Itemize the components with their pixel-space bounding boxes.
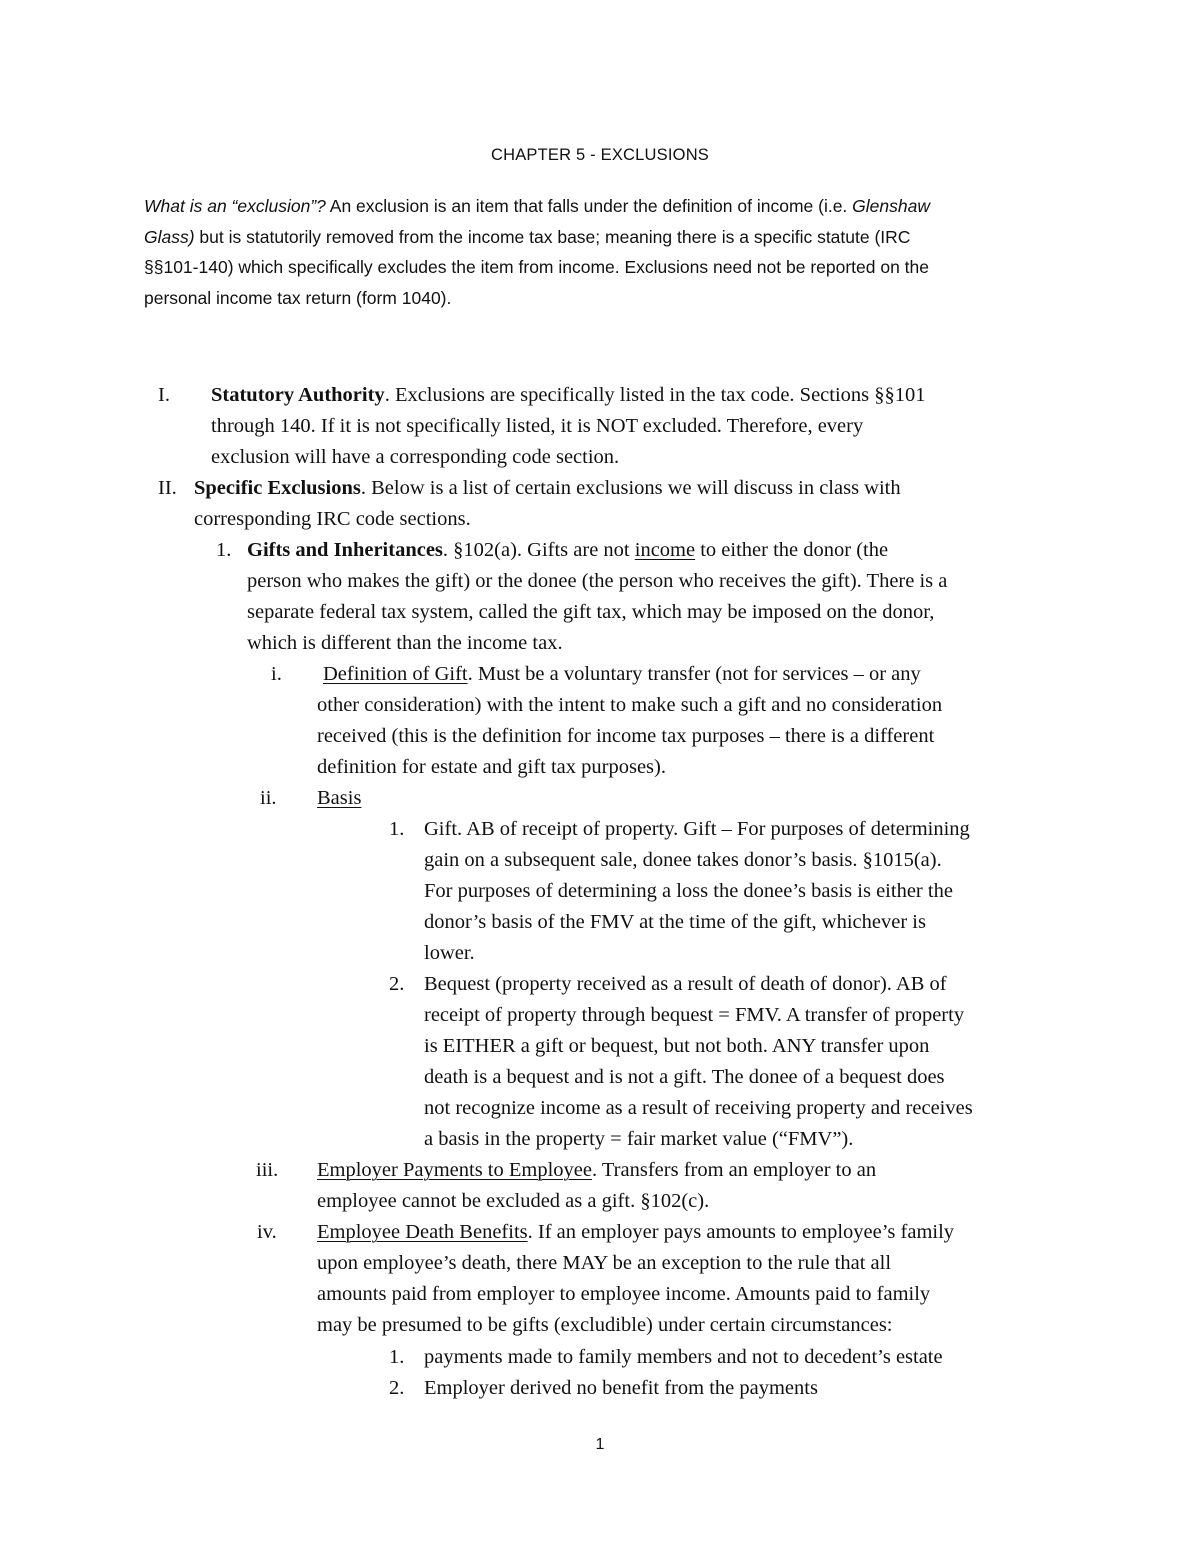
section-heading: Specific Exclusions xyxy=(194,477,361,499)
section2-line-2: corresponding IRC code sections. xyxy=(194,508,471,530)
section1-line-1: Statutory Authority. Exclusions are specifically listed in the tax code. Sections §§101 xyxy=(211,384,926,406)
item1-line-3: separate federal tax system, called the gift tax, which may be imposed on the donor, xyxy=(247,601,935,623)
basis-1-line-3: For purposes of determining a loss the donee’s basis is either the xyxy=(424,880,953,902)
sub-i-line-4: definition for estate and gift tax purposes). xyxy=(317,756,666,778)
section-heading: Statutory Authority xyxy=(211,384,385,406)
section-marker: I. xyxy=(158,384,170,406)
basis-2-line-3: is EITHER a gift or bequest, but not both. ANY transfer upon xyxy=(424,1035,930,1057)
item1-line-4: which is different than the income tax. xyxy=(247,632,563,654)
basis-2-line-1: Bequest (property received as a result of death of donor). AB of xyxy=(424,973,947,995)
subitem-marker: iii. xyxy=(256,1159,279,1181)
subitem-heading: Employer Payments to Employee xyxy=(317,1159,592,1181)
basis-1-line-4: donor’s basis of the FMV at the time of the gift, whichever is xyxy=(424,911,926,933)
subitem-marker: iv. xyxy=(257,1221,277,1243)
intro-term: What is an “exclusion”? xyxy=(144,196,326,216)
sub-i-line-1: Definition of Gift. Must be a voluntary transfer (not for services – or any xyxy=(323,663,921,685)
list-marker: 1. xyxy=(389,1346,405,1368)
page-number: 1 xyxy=(595,1436,605,1453)
basis-2-line-5: not recognize income as a result of receiving property and receives xyxy=(424,1097,973,1119)
basis-1-line-1: Gift. AB of receipt of property. Gift – For purposes of determining xyxy=(424,818,970,840)
list-marker: 2. xyxy=(389,1377,405,1399)
basis-2-line-6: a basis in the property = fair market value (“FMV”). xyxy=(424,1128,854,1150)
subitem-heading: Employee Death Benefits xyxy=(317,1221,528,1243)
sub-iii-line-1: Employer Payments to Employee. Transfers from an employer to an xyxy=(317,1159,877,1181)
page-title: CHAPTER 5 - EXCLUSIONS xyxy=(490,146,710,164)
circumstance-1: payments made to family members and not to decedent’s estate xyxy=(424,1346,943,1368)
item-marker: 1. xyxy=(216,539,232,561)
section2-line-1: Specific Exclusions. Below is a list of certain exclusions we will discuss in class with xyxy=(194,477,901,499)
basis-1-line-5: lower. xyxy=(424,942,475,964)
subitem-marker: i. xyxy=(271,663,282,685)
item-heading: Gifts and Inheritances xyxy=(247,539,443,561)
sub-iv-line-2: upon employee’s death, there MAY be an exception to the rule that all xyxy=(317,1252,892,1274)
subitem-heading: Basis xyxy=(317,787,362,809)
intro-line-1: What is an “exclusion”? An exclusion is an item that falls under the definition of income (i.e. Glenshaw xyxy=(144,196,930,216)
section1-line-3: exclusion will have a corresponding code section. xyxy=(211,446,620,468)
basis-2-line-2: receipt of property through bequest = FMV. A transfer of property xyxy=(424,1004,965,1026)
sub-i-line-3: received (this is the definition for income tax purposes – there is a different xyxy=(317,725,935,747)
subitem-marker: ii. xyxy=(260,787,277,809)
section1-line-2: through 140. If it is not specifically listed, it is NOT excluded. Therefore, every xyxy=(211,415,864,437)
section-marker: II. xyxy=(158,477,177,499)
circumstance-2: Employer derived no benefit from the payments xyxy=(424,1377,818,1399)
sub-ii-heading xyxy=(317,787,361,810)
intro-line-4: personal income tax return (form 1040). xyxy=(144,288,452,308)
list-marker: 2. xyxy=(389,973,405,995)
intro-line-2: Glass) but is statutorily removed from the income tax base; meaning there is a specific statute (IRC xyxy=(144,227,911,247)
sub-i-line-2: other consideration) with the intent to make such a gift and no consideration xyxy=(317,694,943,716)
list-marker: 1. xyxy=(389,818,405,840)
item1-line-2: person who makes the gift) or the donee (the person who receives the gift). There is a xyxy=(247,570,948,592)
basis-2-line-4: death is a bequest and is not a gift. The donee of a bequest does xyxy=(424,1066,945,1088)
basis-1-line-2: gain on a subsequent sale, donee takes donor’s basis. §1015(a). xyxy=(424,849,942,871)
sub-iv-line-1: Employee Death Benefits. If an employer pays amounts to employee’s family xyxy=(317,1221,955,1243)
sub-iv-line-3: amounts paid from employer to employee income. Amounts paid to family xyxy=(317,1283,931,1305)
sub-iv-line-4: may be presumed to be gifts (excludible) under certain circumstances: xyxy=(317,1314,893,1336)
case-name: Glenshaw xyxy=(852,196,930,216)
item1-line-1: Gifts and Inheritances. §102(a). Gifts are not income to either the donor (the xyxy=(247,539,889,561)
intro-line-3: §§101-140) which specifically excludes the item from income. Exclusions need not be reported on the xyxy=(144,257,930,277)
sub-iii-line-2: employee cannot be excluded as a gift. §102(c). xyxy=(317,1190,710,1212)
income-term: income xyxy=(634,539,696,561)
subitem-heading: Definition of Gift xyxy=(323,663,468,685)
case-name: Glass) xyxy=(144,227,195,247)
